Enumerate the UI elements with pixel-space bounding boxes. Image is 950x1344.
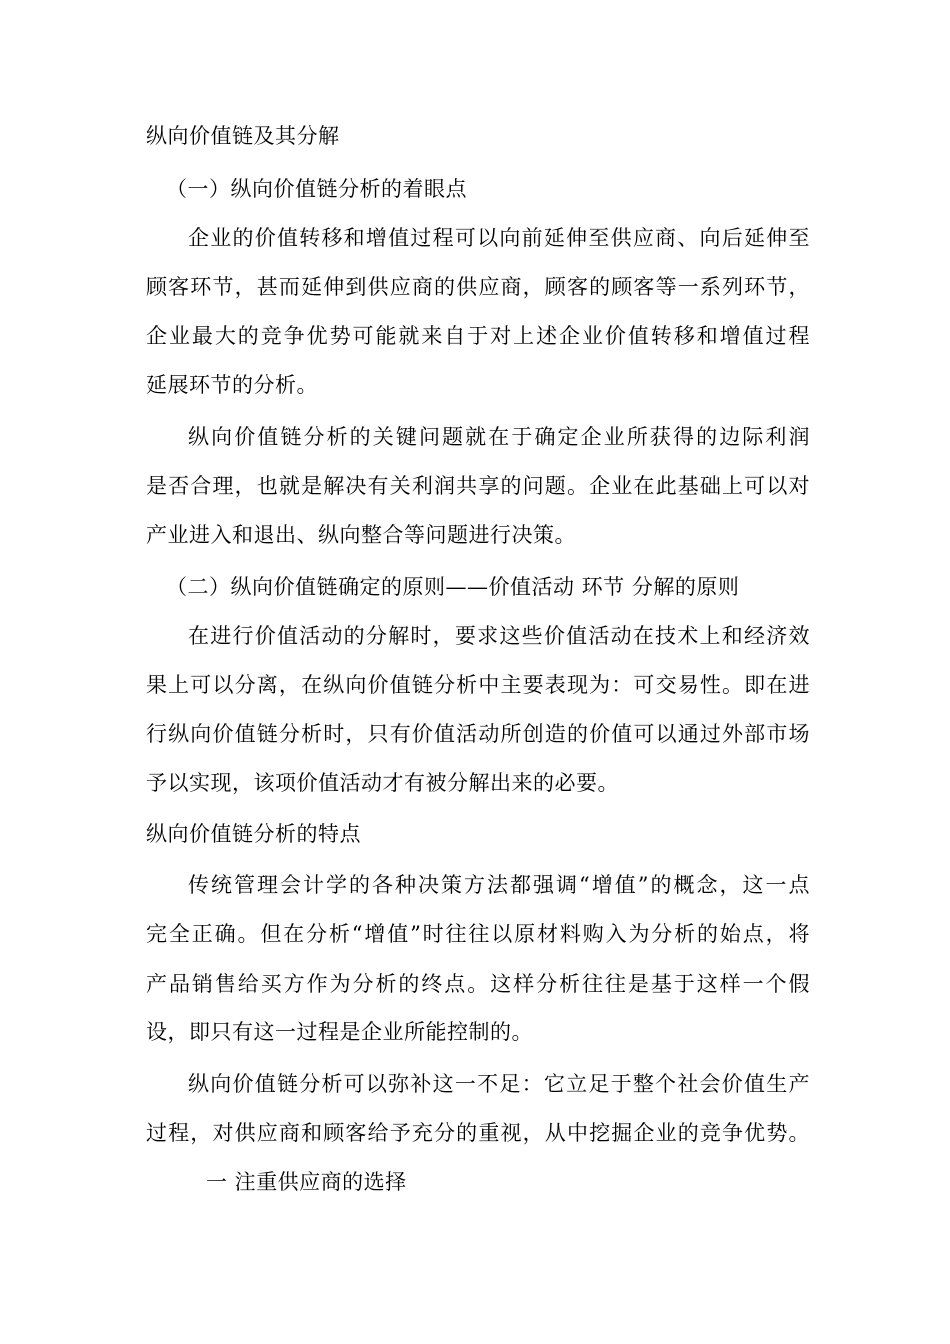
- paragraph-line: 纵向价值链分析的关键问题就在于确定企业所获得的边际利润: [188, 425, 810, 449]
- subsection-heading: （一）纵向价值链分析的着眼点: [166, 177, 467, 201]
- paragraph-line: 传统管理会计学的各种决策方法都强调“增值”的概念，这一点: [188, 873, 810, 897]
- paragraph-line: 产业进入和退出、纵向整合等问题进行决策。: [146, 523, 576, 547]
- paragraph-line: 是否合理，也就是解决有关利润共享的问题。企业在此基础上可以对: [146, 474, 810, 498]
- paragraph-line: 顾客环节，甚而延伸到供应商的供应商，顾客的顾客等一系列环节，: [146, 275, 810, 299]
- paragraph-line: 在进行价值活动的分解时，要求这些价值活动在技术上和经济效: [188, 624, 810, 648]
- paragraph-line: 过程，对供应商和顾客给予充分的重视，从中挖掘企业的竞争优势。: [146, 1121, 810, 1145]
- paragraph-line: 予以实现，该项价值活动才有被分解出来的必要。: [146, 771, 619, 795]
- paragraph-line: 行纵向价值链分析时，只有价值活动所创造的价值可以通过外部市场: [146, 722, 810, 746]
- paragraph-line: 企业最大的竞争优势可能就来自于对上述企业价值转移和增值过程: [146, 324, 810, 348]
- paragraph-line: 果上可以分离，在纵向价值链分析中主要表现为：可交易性。即在进: [146, 673, 810, 697]
- paragraph-line: 企业的价值转移和增值过程可以向前延伸至供应商、向后延伸至: [188, 226, 810, 250]
- section-heading: 纵向价值链分析的特点: [146, 822, 361, 846]
- list-heading: 一 注重供应商的选择: [206, 1170, 407, 1194]
- subsection-heading: （二）纵向价值链确定的原则——价值活动 环节 分解的原则: [166, 575, 740, 599]
- section-heading: 纵向价值链及其分解: [146, 124, 340, 148]
- paragraph-line: 完全正确。但在分析“增值”时往往以原材料购入为分析的始点，将: [146, 922, 810, 946]
- paragraph-line: 延展环节的分析。: [146, 373, 318, 397]
- paragraph-line: 产品销售给买方作为分析的终点。这样分析往往是基于这样一个假: [146, 972, 810, 996]
- paragraph-line: 设，即只有这一过程是企业所能控制的。: [146, 1020, 533, 1044]
- paragraph-line: 纵向价值链分析可以弥补这一不足：它立足于整个社会价值生产: [188, 1072, 810, 1096]
